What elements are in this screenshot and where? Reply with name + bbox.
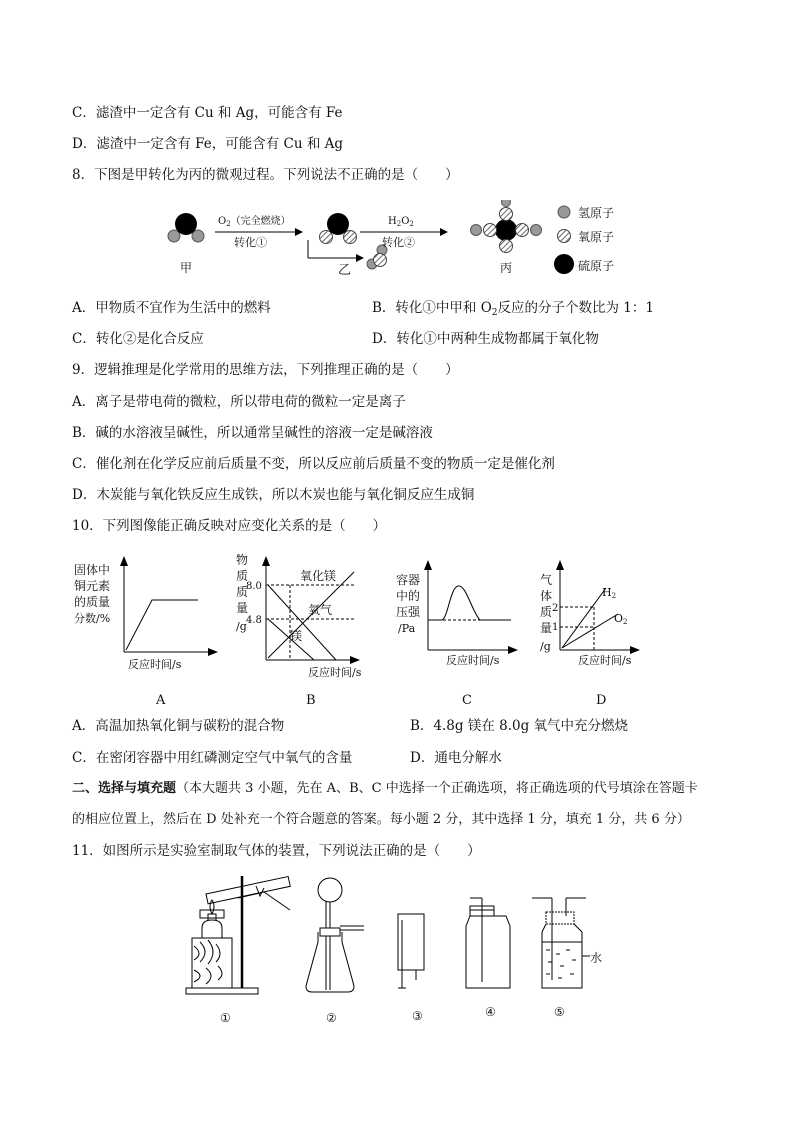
- graph-a-curve: [126, 600, 198, 650]
- q8-option-c: C．转化②是化合反应: [72, 331, 204, 347]
- svg-text:质: 质: [236, 569, 249, 583]
- q11-stem: 11．如图所示是实验室制取气体的装置，下列说法正确的是（ ）: [72, 843, 481, 859]
- q10-graph-c: [392, 552, 542, 712]
- molecule-bing: [471, 200, 542, 253]
- q9-option-b: B．碱的水溶液呈碱性，所以通常呈碱性的溶液一定是碱溶液: [72, 425, 433, 441]
- q10-option-c: C．在密闭容器中用红磷测定空气中氧气的含量: [72, 750, 353, 766]
- svg-text:/Pa: /Pa: [398, 622, 416, 635]
- molecule-jia: [168, 213, 204, 242]
- svg-text:1: 1: [552, 622, 559, 633]
- svg-text:/g: /g: [236, 620, 247, 633]
- svg-text:分数/%: 分数/%: [74, 612, 111, 625]
- svg-text:量: 量: [540, 621, 553, 635]
- apparatus-2: [306, 878, 364, 992]
- svg-text:中的: 中的: [396, 589, 421, 603]
- q9-option-c: C．催化剂在化学反应前后质量不变，所以反应前后质量不变的物质一定是催化剂: [72, 456, 555, 472]
- q8-option-a: A．甲物质不宜作为生活中的燃料: [72, 300, 271, 316]
- svg-text:8.0: 8.0: [246, 581, 262, 592]
- label-bing: 丙: [500, 261, 513, 275]
- q7-option-d: D．滤渣中一定含有 Fe，可能含有 Cu 和 Ag: [72, 136, 344, 152]
- q10-graph-d: [536, 552, 686, 712]
- svg-text:反应时间/s: 反应时间/s: [128, 658, 182, 671]
- label-yi: 乙: [338, 263, 352, 278]
- legend-oxygen: 氧原子: [578, 230, 615, 244]
- graph-d-h2-line: [562, 588, 606, 648]
- q11-apparatus: [180, 870, 620, 1030]
- graph-b-letter: B: [306, 693, 316, 708]
- svg-text:物: 物: [236, 553, 249, 567]
- svg-text:体: 体: [540, 589, 553, 603]
- svg-text:压强: 压强: [396, 605, 421, 619]
- apparatus-2-label: ②: [326, 1011, 337, 1025]
- water-label: 水: [590, 951, 603, 965]
- svg-text:反应时间/s: 反应时间/s: [308, 666, 362, 679]
- section2-title: 二、选择与填充题: [72, 781, 177, 796]
- q9-option-d: D．木炭能与氧化铁反应生成铁，所以木炭也能与氧化铜反应生成铜: [72, 487, 475, 503]
- svg-text:镁: 镁: [290, 629, 303, 643]
- apparatus-5: [532, 898, 590, 988]
- apparatus-3-label: ③: [412, 1009, 423, 1023]
- svg-text:气: 气: [540, 573, 553, 587]
- label-jia: 甲: [180, 261, 193, 275]
- q8-molecule-diagram: [160, 200, 640, 290]
- arrow1-label: 转化①: [234, 236, 267, 249]
- svg-text:O2（完全燃烧）: $O_2$（完全燃烧）: [218, 216, 291, 228]
- q7-option-c: C．滤渣中一定含有 Cu 和 Ag，可能含有 Fe: [72, 105, 343, 121]
- section2-desc1: （本大题共 3 小题，先在 A、B、C 中选择一个正确选项，将正确选项的代号填涂在答题卡: [176, 781, 698, 796]
- q10-graph-a: [72, 552, 222, 712]
- svg-text:固体中: 固体中: [74, 563, 111, 577]
- svg-text:量: 量: [236, 601, 249, 615]
- graph-d-letter: D: [596, 693, 607, 708]
- graph-d-o2-line: [562, 614, 618, 648]
- svg-text:H2: H2: [602, 586, 617, 600]
- molecule-so2: [320, 213, 357, 244]
- svg-text:氧化镁: 氧化镁: [300, 569, 337, 583]
- q9-option-a: A．离子是带电荷的微粒，所以带电荷的微粒一定是离子: [72, 394, 406, 410]
- arrow1-condition: （完全燃烧）: [230, 216, 291, 227]
- svg-text:O2: O2: [614, 612, 628, 626]
- arrow2-label: 转化②: [382, 236, 415, 249]
- svg-text:2: 2: [552, 603, 559, 614]
- q10-graph-b: [230, 552, 380, 712]
- apparatus-1: [186, 876, 290, 994]
- apparatus-4: [466, 898, 510, 988]
- svg-text:容器: 容器: [396, 573, 421, 587]
- apparatus-4-label: ④: [485, 1005, 496, 1019]
- q10-option-b: B．4.8g 镁在 8.0g 氧气中充分燃烧: [410, 718, 629, 734]
- svg-text:氧气: 氧气: [308, 603, 333, 617]
- q8-stem: 8．下图是甲转化为丙的微观过程。下列说法不正确的是（ ）: [72, 167, 459, 183]
- svg-text:质: 质: [540, 605, 553, 619]
- arrow1-o2: O: [218, 216, 227, 227]
- q10-stem: 10．下列图像能正确反映对应变化关系的是（ ）: [72, 518, 387, 534]
- svg-text:的质量: 的质量: [74, 595, 111, 609]
- q10-option-a: A．高温加热氧化铜与碳粉的混合物: [72, 718, 285, 734]
- legend-sulfur: 硫原子: [578, 259, 615, 273]
- section2-desc2: 的相应位置上，然后在 D 处补充一个符合题意的答案。每小题 2 分，其中选择 1 分，填充 1 分，共 6 分）: [72, 812, 690, 827]
- svg-text:4.8: 4.8: [246, 615, 262, 626]
- svg-text:/g: /g: [540, 640, 551, 653]
- q10-option-d: D．通电分解水: [410, 750, 502, 766]
- apparatus-3: [398, 914, 424, 988]
- apparatus-1-label: ①: [220, 1011, 231, 1025]
- section2-heading: [72, 779, 698, 799]
- q8-option-b: B．转化①中甲和 $O_2$反应的分子个数比为 1：1: [372, 300, 654, 318]
- graph-a-letter: A: [156, 693, 166, 708]
- svg-text:H2O2: $H_2O_2$: [388, 216, 414, 228]
- apparatus-5-label: ⑤: [554, 1005, 565, 1019]
- svg-text:质: 质: [236, 585, 249, 599]
- legend-hydrogen: 氢原子: [578, 206, 615, 220]
- svg-text:反应时间/s: 反应时间/s: [446, 654, 500, 667]
- graph-c-curve: [428, 586, 510, 620]
- q8-option-d: D．转化①中两种生成物都属于氧化物: [372, 331, 599, 347]
- graph-c-letter: C: [462, 693, 472, 708]
- q9-stem: 9．逻辑推理是化学常用的思维方法，下列推理正确的是（ ）: [72, 362, 459, 378]
- svg-text:反应时间/s: 反应时间/s: [578, 654, 632, 667]
- svg-text:铜元素: 铜元素: [74, 579, 111, 593]
